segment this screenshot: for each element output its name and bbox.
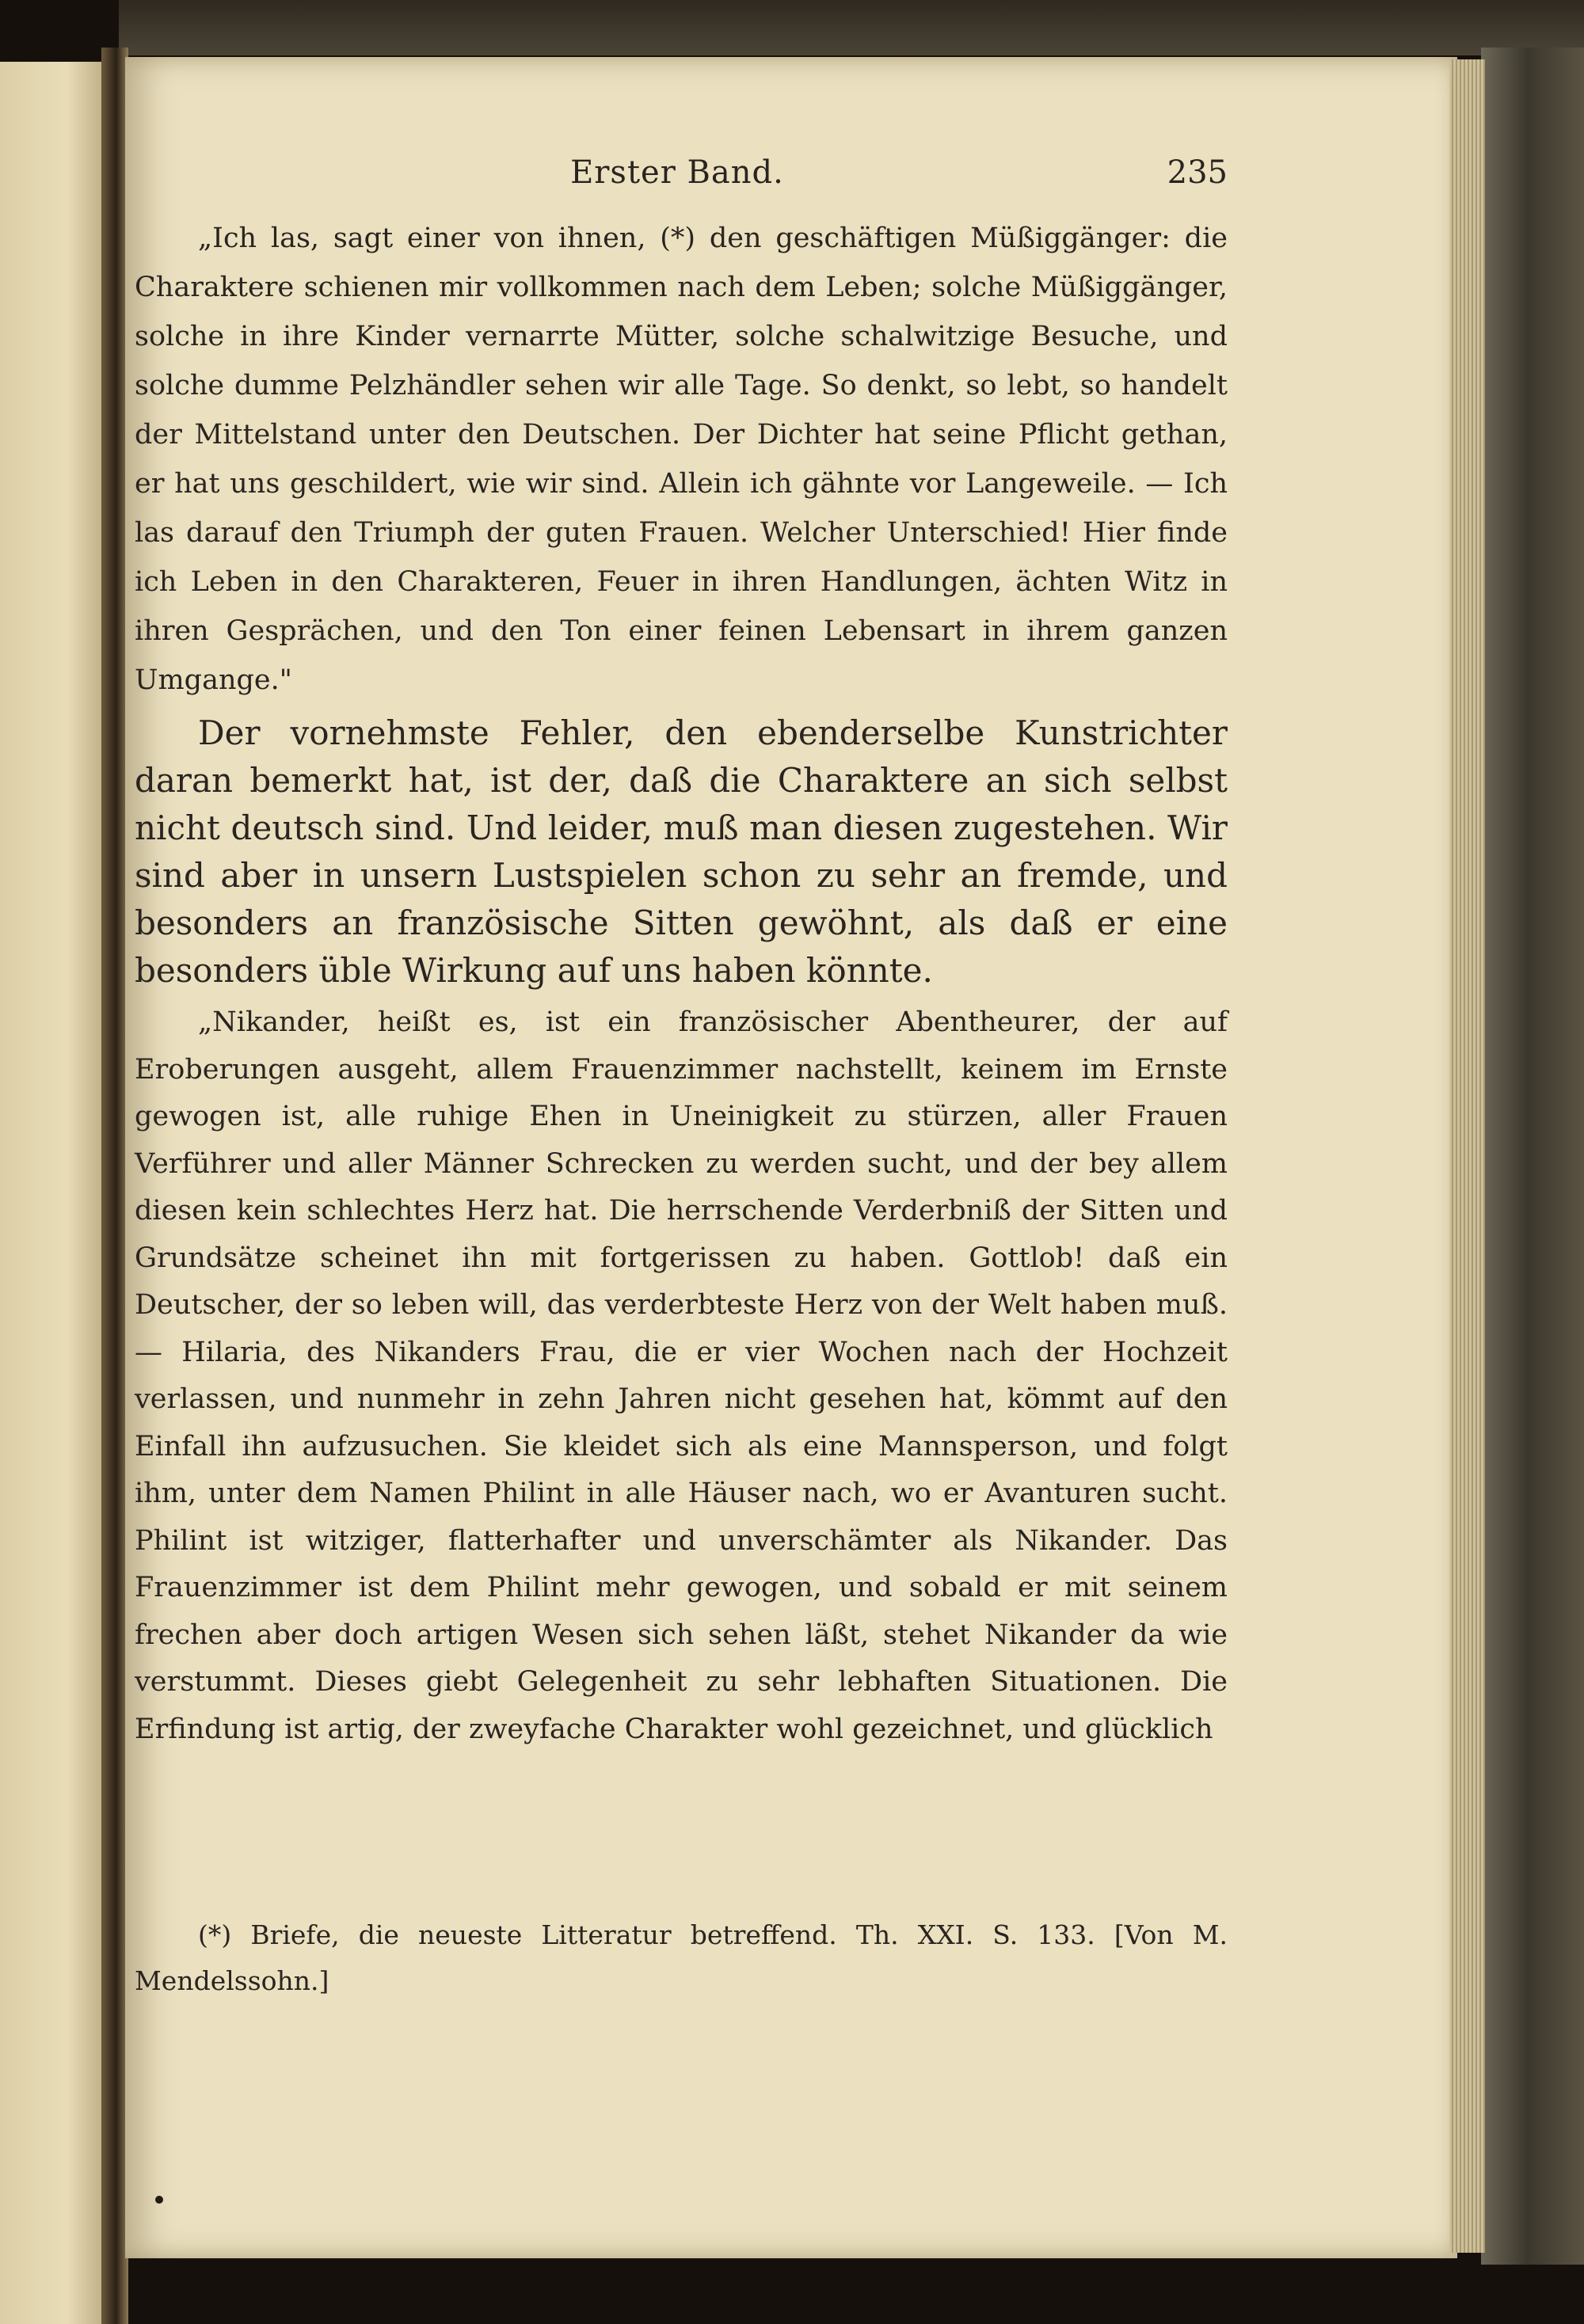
running-header [127, 154, 1228, 202]
body-text [135, 214, 1228, 1753]
paragraph-quote-letter: „Ich las, sagt einer von ihnen, (*) den geschäftigen Müßiggänger: die Charaktere schienen mir vollkommen nach dem Leben; solche Müßiggänger, solche in ihre Kinder vernarrte Mütter, solche schalwitzige Besuche, und solche dumme Pelzhändler sehen wir alle Tage. So denkt, so lebt, so handelt der Mittelstand unter den Deutschen. Der Dichter hat seine Pflicht gethan, er hat uns geschildert, wie wir sind. Allein ich gähnte vor Langeweile. — Ich las darauf den Triumph der guten Frauen. Welcher Unterschied! Hier finde ich Leben in den Charakteren, Feuer in ihren Handlungen, ächten Witz in ihren Gesprächen, und den Ton einer feinen Lebensart in ihrem ganzen Umgange." [135, 223, 1228, 696]
paragraph-critique: Der vornehmste Fehler, den ebenderselbe Kunstrichter daran bemerkt hat, ist der, daß die Charaktere an sich selbst nicht deutsch sind. Und leider, muß man diesen zugestehen. Wir sind aber in unsern Lustspielen schon zu sehr an fremde, und besonders an französische Sitten gewöhnt, als daß er eine besonders üble Wirkung auf uns haben könnte. [135, 713, 1228, 990]
page-stack-edges [1449, 59, 1485, 2253]
page-number: 235 [1167, 154, 1228, 191]
running-title: Erster Band. [570, 154, 784, 191]
footnote: (*) Briefe, die neueste Litteratur betreffend. Th. XXI. S. 133. [Von M. Mendelssohn.] [135, 1919, 1228, 1996]
book-gutter [101, 48, 128, 2324]
book-cover-edge [1481, 48, 1584, 2265]
facing-page-edge [0, 62, 111, 2324]
ink-speck [155, 2196, 163, 2204]
paragraph-quote-plot: „Nikander, heißt es, ist ein französischer Abentheurer, der auf Eroberungen ausgeht, allem Frauenzimmer nachstellt, keinem im Ernste gewogen ist, alle ruhige Ehen in Uneinigkeit zu stürzen, aller Frauen Verführer und aller Männer Schrecken zu werden sucht, und der bey allem diesen kein schlechtes Herz hat. Die herrschende Verderbniß der Sitten und Grundsätze scheinet ihn mit fortgerissen zu haben. Gottlob! daß ein Deutscher, der so leben will, das verderbteste Herz von der Welt haben muß. — Hilaria, des Nikanders Frau, die er vier Wochen nach der Hochzeit verlassen, und nunmehr in zehn Jahren nicht gesehen hat, kömmt auf den Einfall ihn aufzusuchen. Sie kleidet sich als eine Mannsperson, und folgt ihm, unter dem Namen Philint in alle Häuser nach, wo er Avanturen sucht. Philint ist witziger, flatterhafter und unverschämter als Nikander. Das Frauenzimmer ist dem Philint mehr gewogen, und sobald er mit seinem frechen aber doch artigen Wesen sich sehen läßt, stehet Nikander da wie verstummt. Dieses giebt Gelegenheit zu sehr lebhaften Situationen. Die Erfindung ist artig, der zweyfache Charakter wohl gezeichnet, und glücklich [135, 1006, 1228, 1745]
book-top-edge [119, 0, 1584, 55]
